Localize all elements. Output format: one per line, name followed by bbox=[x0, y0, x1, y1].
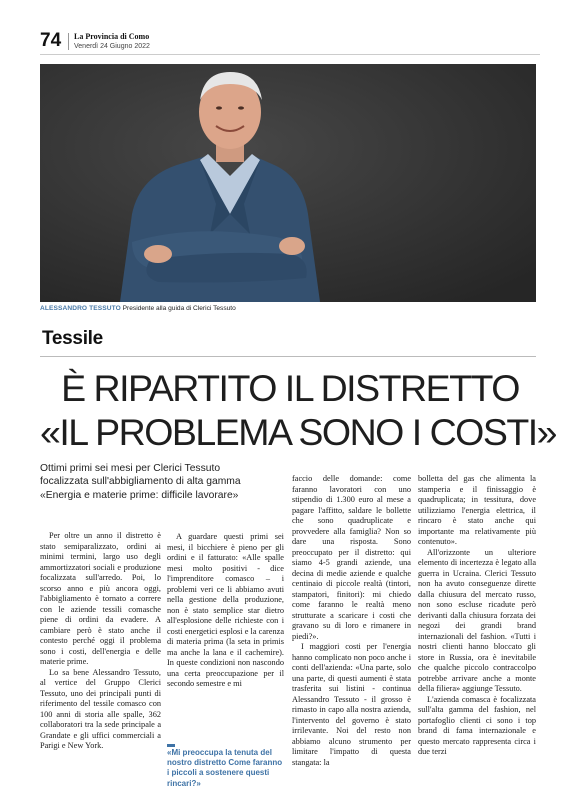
paragraph: L'azienda comasca è focalizzata sull'alta gamma del fashion, nel portafoglio clienti ci sono i top brand di fama internazionale e questo mercato rappresenta circa i due terzi bbox=[418, 694, 536, 756]
article-column-3 bbox=[292, 474, 411, 768]
header-divider bbox=[68, 33, 69, 50]
paragraph: Lo sa bene Alessandro Tessuto, al vertice del Gruppo Clerici Tessuto, uno dei principali punti di riferimento del tessile comasco con 100 anni di storia alle spalle, 362 collaboratori tra la sede principale a Grandate e gli uffici commerciali a Parigi e New York. bbox=[40, 667, 161, 750]
paragraph: bolletta del gas che alimenta la stamperia e il finissaggio è quadruplicata; in tessitura, dove utilizziamo l'energia elettrica, il rincaro è stato anche qui importante ma relativamente più contenuto». bbox=[418, 474, 536, 546]
publication-date: Venerdì 24 Giugno 2022 bbox=[74, 43, 150, 50]
subhead-line-3: «Energia e materie prime: difficile lavorare» bbox=[40, 489, 239, 501]
headline-line-2: «IL PROBLEMA SONO I COSTI» bbox=[40, 411, 557, 453]
photo-caption bbox=[40, 305, 236, 312]
section-label: Tessile bbox=[42, 328, 103, 349]
article-photo bbox=[40, 64, 536, 302]
publication-name: La Provincia di Como bbox=[74, 32, 150, 41]
portrait-illustration bbox=[40, 64, 536, 302]
headline bbox=[40, 366, 557, 454]
subhead-line-2: focalizzata sull'abbigliamento di alta gamma bbox=[40, 476, 241, 488]
quote-accent-bar bbox=[167, 744, 175, 747]
section-rule bbox=[40, 356, 536, 357]
paragraph: faccio delle domande: come faranno lavoratori con uno stipendio di 1.300 euro al mese a pagare l'affitto, saldare le bollette che sono quadruplicate e provvedere alla famiglia? Non so dare una risposta. Sono preoccupato per il distretto: qui siamo 4-5 grandi aziende, una decina di medie aziende e qualche centinaio di piccole realtà (tintori, stampatori, finitori): mi chiedo come faranno le realtà meno strutturate a scaricare i costi che gravano su di loro e rimanere in piedi?». bbox=[292, 474, 411, 641]
paragraph: All'orizzonte un ulteriore elemento di incertezza è legato alla guerra in Ucraina. Clerici Tessuto non ha avuto conseguenze dirette dalla chiusura del mercato russo, non sono escluse ricadute però derivanti dalla chiusura forzata dei negozi dei grandi brand internazionali del fashion. «Tutti i nostri clienti hanno bloccato gli store in Russia, ora è inevitabile che qualche piccolo contraccolpo potrebbe arrivare anche a monte della filiera» aggiunge Tessuto. bbox=[418, 547, 536, 693]
paragraph: A guardare questi primi sei mesi, il bicchiere è pieno per gli ordini e il fatturato: «Alle spalle mesi molto positivi - dice l'imprenditore comasco – i problemi veri ce li abbiamo avuti nella gestione della produzione, non è stato semplice star dietro all'esplosione delle richieste con i costi energetici esplosi e la carenza di materia prima (la seta in primis ma anche la lana e il cachemire). In queste condizioni non nascondo una certa preoccupazione per il secondo semestre e mi bbox=[167, 532, 284, 688]
article-column-2 bbox=[167, 532, 284, 690]
headline-line-1: È RIPARTITO IL DISTRETTO bbox=[61, 367, 519, 409]
subhead-line-1: Ottimi primi sei mesi per Clerici Tessuto bbox=[40, 463, 221, 474]
caption-text: Presidente alla guida di Clerici Tessuto bbox=[122, 305, 236, 312]
header-rule bbox=[40, 54, 540, 55]
paragraph: I maggiori costi per l'energia hanno complicato non poco anche i conti dell'azienda: «Una parte, solo una parte, di questi aumenti è stata trasferita sui listini - continua Alessandro Tessuto - il grosso è rimasto in capo alla nostra azienda, l'intervento del governo è stato irrilevante. Noi del resto non abbiamo alcuno strumento per limitare l'impatto di questa stangata: la bbox=[292, 642, 411, 767]
article-column-1 bbox=[40, 531, 161, 752]
article-column-4 bbox=[418, 474, 536, 758]
page-header bbox=[40, 30, 540, 52]
subheadline bbox=[40, 462, 280, 502]
paragraph: Per oltre un anno il distretto è stato semiparalizzato, ordini ai minimi termini, largo uso degli ammortizzatori sociali e produzione focalizzata sull'arredo. Poi, lo scorso anno e più ancora oggi, l'abbigliamento è tornato a correre con le aziende tessili comasche piene di ordini da evadere. A cambiare però è stato anche il contesto perché oggi il problema sono i costi, dell'energia e delle materie prime. bbox=[40, 531, 161, 666]
page-number: 74 bbox=[40, 30, 62, 51]
caption-name: ALESSANDRO TESSUTO bbox=[40, 305, 121, 312]
pull-quote: «Mi preoccupa la tenuta del nostro distretto Come faranno i piccoli a sostenere questi rincari?» bbox=[167, 748, 283, 788]
